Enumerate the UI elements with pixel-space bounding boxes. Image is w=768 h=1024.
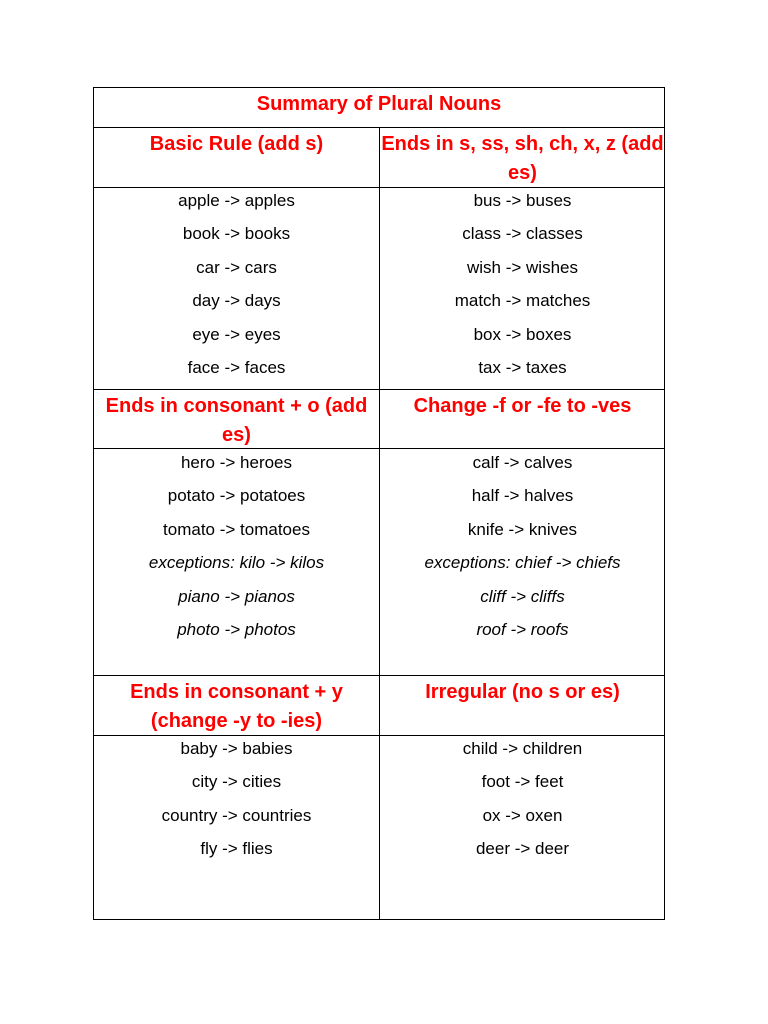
- heading-ends-in-s: Ends in s, ss, sh, ch, x, z (add es): [381, 133, 664, 184]
- exception-item: photo -> photos: [177, 619, 296, 639]
- plural-nouns-table: [93, 87, 665, 920]
- example-item: match -> matches: [454, 291, 591, 311]
- example-item: box -> boxes: [473, 324, 572, 344]
- example-item: country -> countries: [161, 805, 312, 825]
- f-to-ves-examples: [380, 446, 665, 646]
- example-item: deer -> deer: [475, 839, 570, 859]
- example-item: hero -> heroes: [180, 453, 293, 472]
- example-item: car -> cars: [196, 257, 277, 277]
- example-item: calf -> calves: [472, 453, 573, 472]
- example-item: knife -> knives: [467, 519, 578, 539]
- example-item: bus -> buses: [473, 191, 572, 210]
- example-item: fly -> flies: [200, 839, 273, 859]
- exception-item: cliff -> cliffs: [480, 586, 565, 606]
- heading-consonant-y: Ends in consonant + y (change -y to -ies): [130, 681, 343, 732]
- example-item: baby -> babies: [180, 739, 293, 758]
- example-item: tomato -> tomatoes: [163, 519, 310, 539]
- table-title: Summary of Plural Nouns: [94, 88, 664, 128]
- example-item: eye -> eyes: [192, 324, 281, 344]
- example-item: tax -> taxes: [478, 357, 567, 377]
- exception-item: exceptions: kilo -> kilos: [148, 553, 325, 573]
- example-item: face -> faces: [187, 357, 286, 377]
- example-item: foot -> feet: [481, 772, 564, 792]
- consonant-o-examples: [94, 446, 379, 646]
- example-item: half -> halves: [471, 486, 574, 506]
- example-item: wish -> wishes: [466, 257, 578, 277]
- basic-rule-examples: [94, 184, 379, 384]
- irregular-examples: [380, 732, 665, 866]
- example-item: apple -> apples: [178, 191, 295, 210]
- exception-item: piano -> pianos: [178, 586, 295, 606]
- consonant-y-examples: [94, 732, 379, 866]
- example-item: city -> cities: [191, 772, 282, 792]
- heading-consonant-o: Ends in consonant + o (add es): [105, 395, 368, 446]
- exception-item: roof -> roofs: [476, 619, 569, 639]
- example-item: book -> books: [182, 224, 291, 244]
- heading-f-to-ves: Change -f or -fe to -ves: [413, 395, 632, 417]
- exception-item: exceptions: chief -> chiefs: [424, 553, 621, 573]
- heading-irregular: Irregular (no s or es): [425, 681, 620, 703]
- example-item: class -> classes: [462, 224, 583, 244]
- example-item: child -> children: [462, 739, 583, 758]
- example-item: ox -> oxen: [482, 805, 563, 825]
- example-item: day -> days: [192, 291, 281, 311]
- ends-in-s-examples: [380, 184, 665, 384]
- heading-basic-rule: Basic Rule (add s): [149, 133, 324, 155]
- example-item: potato -> potatoes: [167, 486, 306, 506]
